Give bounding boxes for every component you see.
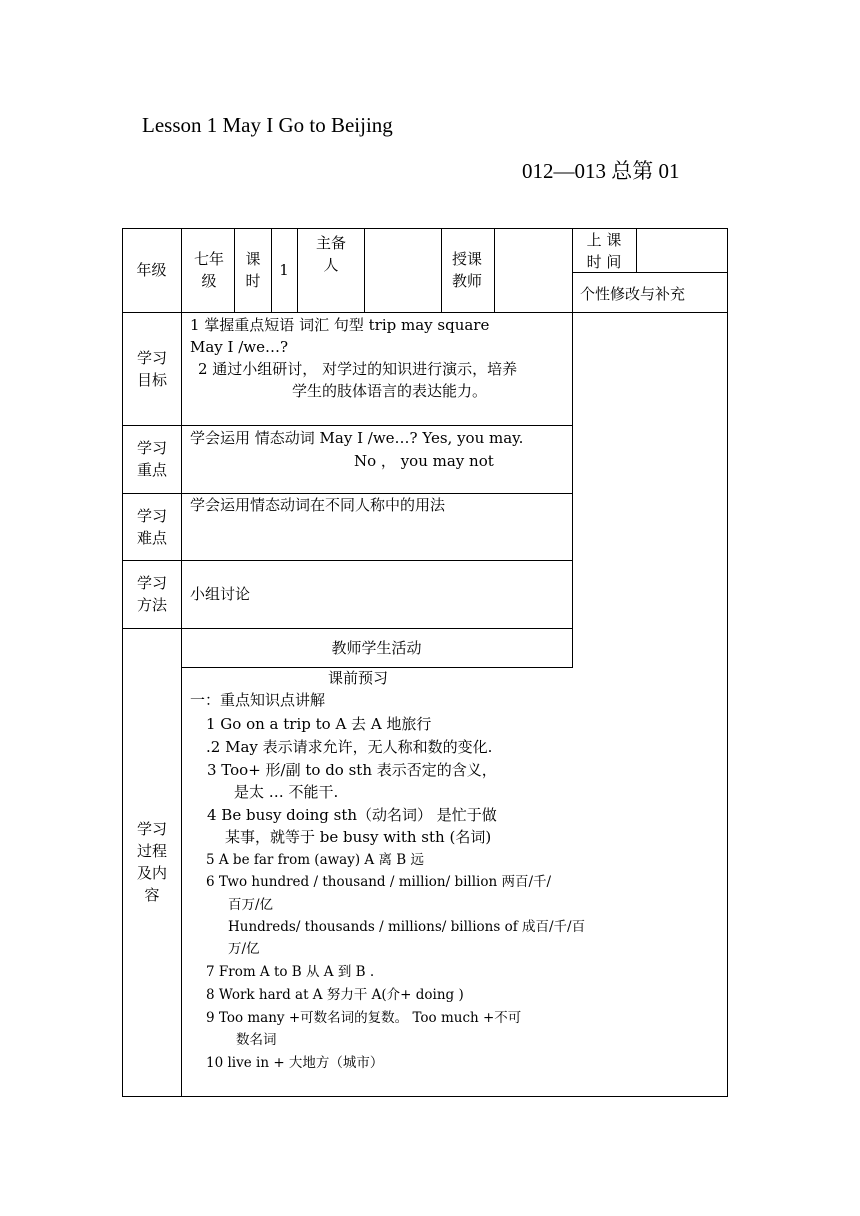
knowledge-item: 1 Go on a trip to A 去 A 地旅行 [206, 715, 432, 733]
difficulty-label: 学习难点 [137, 506, 168, 547]
method-label: 学习方法 [137, 574, 168, 614]
main-prep-label: 主备人 [315, 234, 346, 274]
focus-label: 学习重点 [137, 439, 168, 479]
knowledge-item: Hundreds/ thousands / millions/ billions of 成百/千/百 [228, 919, 586, 935]
knowledge-item: 10 live in + 大地方（城市） [206, 1055, 384, 1071]
goal-line: 2 通过小组研讨， 对学过的知识进行演示，培养 [198, 360, 518, 378]
knowledge-item: 数名词 [236, 1032, 277, 1048]
knowledge-item: 5 A be far from (away) A 离 B 远 [206, 852, 424, 868]
goal-line: 学生的肢体语言的表达能力。 [292, 382, 488, 400]
focus-line: 学会运用 情态动词 May I /we…? Yes, you may. [190, 429, 524, 447]
knowledge-item: .2 May 表示请求允许，无人称和数的变化. [206, 738, 493, 756]
knowledge-item: 百万/亿 [228, 897, 274, 913]
difficulty-text: 学会运用情态动词在不同人称中的用法 [190, 496, 446, 514]
main-prep-value [364, 228, 441, 312]
focus-line: No ， you may not [354, 452, 494, 470]
teacher-value [494, 228, 572, 312]
teacher-label: 授课教师 [451, 250, 482, 290]
knowledge-item: 8 Work hard at A 努力干 A(介+ doing ) [206, 987, 464, 1003]
goal-label: 学习目标 [137, 348, 168, 389]
knowledge-item: 是太 … 不能干. [234, 783, 339, 801]
knowledge-item: 9 Too many +可数名词的复数。 Too much +不可 [206, 1010, 522, 1026]
activity-header: 教师学生活动 [331, 638, 422, 657]
lesson-title: Lesson 1 May I Go to Beijing [142, 113, 393, 137]
method-text: 小组讨论 [190, 585, 251, 603]
knowledge-item: 7 From A to B 从 A 到 B . [206, 964, 375, 980]
section-title: 一：重点知识点讲解 [190, 691, 326, 709]
knowledge-item: 某事，就等于 be busy with sth (名词) [225, 828, 492, 846]
knowledge-item: 6 Two hundred / thousand / million/ billion 两百/千/ [206, 874, 552, 890]
process-label: 学习过程及内容 [137, 820, 168, 904]
class-time-label: 上 课 时 间 [586, 230, 622, 271]
knowledge-item: 万/亿 [228, 941, 260, 957]
grade-value: 七年级 [193, 250, 224, 290]
class-hour-value: 1 [279, 261, 289, 279]
knowledge-item: 4 Be busy doing sth（动名词） 是忙于做 [207, 806, 497, 824]
preview-title: 课前预习 [328, 669, 389, 687]
class-time-value [636, 228, 727, 273]
goal-line: May I /we…? [190, 338, 289, 356]
knowledge-item: 3 Too+ 形/副 to do sth 表示否定的含义， [207, 761, 497, 779]
lesson-code: 012—013 总第 01 [522, 159, 680, 183]
revise-label: 个性修改与补充 [580, 285, 686, 303]
goal-line: 1 掌握重点短语 词汇 句型 trip may square [190, 316, 490, 334]
class-hour-label: 课时 [245, 250, 261, 290]
grade-label: 年级 [136, 261, 167, 279]
